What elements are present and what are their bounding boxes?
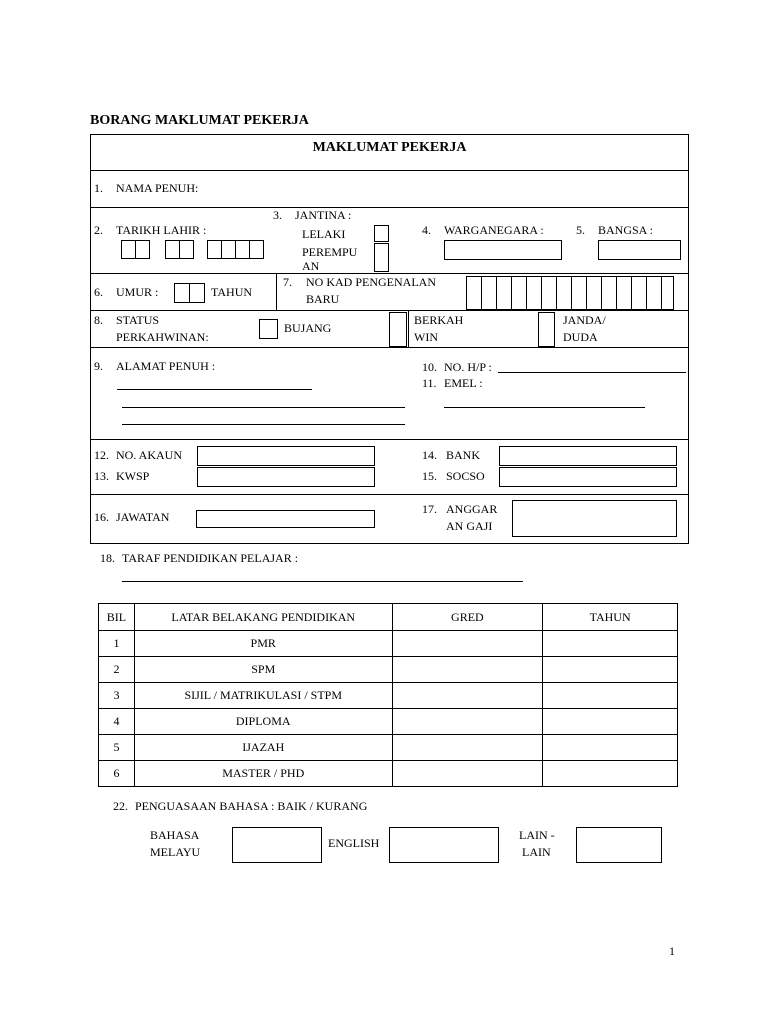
row-divider xyxy=(90,273,689,274)
marital-single-label: BUJANG xyxy=(284,321,332,335)
column-header-background: LATAR BELAKANG PENDIDIKAN xyxy=(134,604,392,631)
row-number: 3 xyxy=(99,683,135,709)
column-header-year: TAHUN xyxy=(543,604,678,631)
bank-field[interactable] xyxy=(499,446,677,466)
bank-label: BANK xyxy=(446,448,481,462)
marital-status-label-cont: PERKAHWINAN: xyxy=(116,330,209,344)
ic-digit-box[interactable] xyxy=(541,276,557,310)
salary-label: ANGGAR xyxy=(446,502,498,516)
ic-digit-box[interactable] xyxy=(556,276,572,310)
ic-digit-box[interactable] xyxy=(496,276,512,310)
marital-status-label: STATUS xyxy=(116,313,160,327)
education-level-line[interactable] xyxy=(122,581,523,582)
age-unit-label: TAHUN xyxy=(211,285,253,299)
table-row xyxy=(99,657,678,683)
marital-widowed-label-cont: DUDA xyxy=(563,330,598,344)
field-17-number: 17. xyxy=(422,502,437,516)
row-divider xyxy=(90,439,689,440)
table-row xyxy=(99,735,678,761)
field-22-number: 22. xyxy=(113,799,128,813)
row-divider xyxy=(90,207,689,208)
marital-widowed-label: JANDA/ xyxy=(563,313,606,327)
column-header-bil: BIL xyxy=(99,604,135,631)
education-level-label: TARAF PENDIDIKAN PELAJAR : xyxy=(122,551,299,565)
dob-year-digit-1[interactable] xyxy=(207,240,222,259)
race-label: BANGSA : xyxy=(598,223,654,237)
dob-day-digit-2[interactable] xyxy=(135,240,150,259)
ic-digit-box[interactable] xyxy=(511,276,527,310)
grade-cell[interactable] xyxy=(392,735,543,761)
grade-cell[interactable] xyxy=(392,761,543,787)
ic-digit-box[interactable] xyxy=(466,276,482,310)
gender-female-label: PEREMPU xyxy=(302,245,358,259)
language-proficiency-label: PENGUASAAN BAHASA : BAIK / KURANG xyxy=(135,799,368,813)
malay-proficiency-field[interactable] xyxy=(232,827,322,863)
row-divider xyxy=(90,170,689,171)
year-cell[interactable] xyxy=(543,657,678,683)
salary-field[interactable] xyxy=(512,500,677,537)
row-divider xyxy=(90,347,689,348)
field-13-number: 13. xyxy=(94,469,109,483)
table-row xyxy=(99,631,678,657)
marital-married-checkbox[interactable] xyxy=(389,312,407,347)
gender-male-label: LELAKI xyxy=(302,227,346,241)
citizenship-label: WARGANEGARA : xyxy=(444,223,544,237)
english-language-label: ENGLISH xyxy=(328,836,380,850)
grade-cell[interactable] xyxy=(392,683,543,709)
education-level: IJAZAH xyxy=(134,735,392,761)
english-proficiency-field[interactable] xyxy=(389,827,499,863)
section-title: MAKLUMAT PEKERJA xyxy=(312,140,467,155)
ic-digit-box[interactable] xyxy=(586,276,602,310)
grade-cell[interactable] xyxy=(392,657,543,683)
phone-label: NO. H/P : xyxy=(444,360,492,374)
dob-year-digit-3[interactable] xyxy=(235,240,250,259)
dob-month-digit-1[interactable] xyxy=(165,240,180,259)
ic-digit-box[interactable] xyxy=(481,276,497,310)
age-digit-2[interactable] xyxy=(189,283,205,303)
year-cell[interactable] xyxy=(543,683,678,709)
ic-digit-box[interactable] xyxy=(601,276,617,310)
year-cell[interactable] xyxy=(543,631,678,657)
field-12-number: 12. xyxy=(94,448,109,462)
kwsp-label: KWSP xyxy=(116,469,150,483)
email-label: EMEL : xyxy=(444,376,483,390)
position-label: JAWATAN xyxy=(116,510,170,524)
field-4-number: 4. xyxy=(422,223,431,237)
field-9-number: 9. xyxy=(94,359,103,373)
form-title: BORANG MAKLUMAT PEKERJA xyxy=(90,113,309,128)
gender-female-checkbox[interactable] xyxy=(374,243,389,272)
row-divider xyxy=(90,494,689,495)
grade-cell[interactable] xyxy=(392,709,543,735)
socso-label: SOCSO xyxy=(446,469,485,483)
address-line-3[interactable] xyxy=(122,424,405,425)
field-16-number: 16. xyxy=(94,510,109,524)
ic-number-label-cont: BARU xyxy=(306,292,340,306)
ic-digit-box[interactable] xyxy=(631,276,647,310)
row-number: 2 xyxy=(99,657,135,683)
column-header-grade: GRED xyxy=(392,604,543,631)
age-label: UMUR : xyxy=(116,285,159,299)
malay-language-label: BAHASA xyxy=(150,828,200,842)
address-line-2[interactable] xyxy=(122,407,405,408)
gender-female-label-cont: AN xyxy=(302,259,320,273)
ic-digit-box[interactable] xyxy=(616,276,632,310)
field-10-number: 10. xyxy=(422,360,437,374)
marital-single-checkbox[interactable] xyxy=(259,319,278,339)
gender-male-checkbox[interactable] xyxy=(374,225,389,242)
other-language-label: LAIN - xyxy=(519,828,555,842)
marital-married-label-cont: WIN xyxy=(414,330,438,344)
ic-digit-box[interactable] xyxy=(526,276,542,310)
full-name-label: NAMA PENUH: xyxy=(116,181,199,195)
ic-number-label: NO KAD PENGENALAN xyxy=(306,275,436,289)
marital-married-label: BERKAH xyxy=(414,313,464,327)
citizenship-field[interactable] xyxy=(444,240,562,260)
position-field[interactable] xyxy=(196,510,375,528)
field-2-number: 2. xyxy=(94,223,103,237)
education-level: DIPLOMA xyxy=(134,709,392,735)
education-header-row xyxy=(99,604,678,631)
education-level: SPM xyxy=(134,657,392,683)
marital-widowed-checkbox[interactable] xyxy=(538,312,555,347)
salary-label-cont: AN GAJI xyxy=(446,519,493,533)
year-cell[interactable] xyxy=(543,709,678,735)
address-line-1[interactable] xyxy=(117,389,312,390)
field-14-number: 14. xyxy=(422,448,437,462)
row-number: 4 xyxy=(99,709,135,735)
table-row xyxy=(99,683,678,709)
grade-cell[interactable] xyxy=(392,631,543,657)
ic-digit-box[interactable] xyxy=(571,276,587,310)
year-cell[interactable] xyxy=(543,735,678,761)
field-7-number: 7. xyxy=(283,275,292,289)
dob-year-digit-2[interactable] xyxy=(221,240,236,259)
field-11-number: 11. xyxy=(422,376,437,390)
education-table xyxy=(98,603,678,787)
field-3-number: 3. xyxy=(273,208,282,222)
age-digit-1[interactable] xyxy=(174,283,190,303)
page-number: 1 xyxy=(669,944,675,958)
address-label: ALAMAT PENUH : xyxy=(116,359,216,373)
birth-date-label: TARIKH LAHIR : xyxy=(116,223,207,237)
other-language-proficiency-field[interactable] xyxy=(576,827,662,863)
row-number: 5 xyxy=(99,735,135,761)
phone-line[interactable] xyxy=(498,372,686,373)
table-row xyxy=(99,709,678,735)
dob-month-digit-2[interactable] xyxy=(179,240,194,259)
malay-language-label-cont: MELAYU xyxy=(150,845,201,859)
field-5-number: 5. xyxy=(576,223,585,237)
email-line[interactable] xyxy=(444,407,645,408)
field-15-number: 15. xyxy=(422,469,437,483)
education-level: PMR xyxy=(134,631,392,657)
field-6-number: 6. xyxy=(94,285,103,299)
kwsp-field[interactable] xyxy=(197,467,375,487)
year-cell[interactable] xyxy=(543,761,678,787)
race-field[interactable] xyxy=(598,240,681,260)
socso-field[interactable] xyxy=(499,467,677,487)
field-1-number: 1. xyxy=(94,181,103,195)
cell-divider xyxy=(276,273,277,310)
dob-day-digit-1[interactable] xyxy=(121,240,136,259)
ic-digit-box[interactable] xyxy=(646,276,662,310)
dob-year-digit-4[interactable] xyxy=(249,240,264,259)
account-number-label: NO. AKAUN xyxy=(116,448,182,462)
field-8-number: 8. xyxy=(94,313,103,327)
account-number-field[interactable] xyxy=(197,446,375,466)
row-number: 6 xyxy=(99,761,135,787)
education-level: MASTER / PHD xyxy=(134,761,392,787)
education-level: SIJIL / MATRIKULASI / STPM xyxy=(134,683,392,709)
field-18-number: 18. xyxy=(100,551,115,565)
row-number: 1 xyxy=(99,631,135,657)
cell-divider xyxy=(408,310,409,347)
ic-digit-box[interactable] xyxy=(661,276,674,310)
table-row xyxy=(99,761,678,787)
gender-label: JANTINA : xyxy=(295,208,352,222)
row-divider xyxy=(90,310,689,311)
other-language-label-cont: LAIN xyxy=(522,845,551,859)
